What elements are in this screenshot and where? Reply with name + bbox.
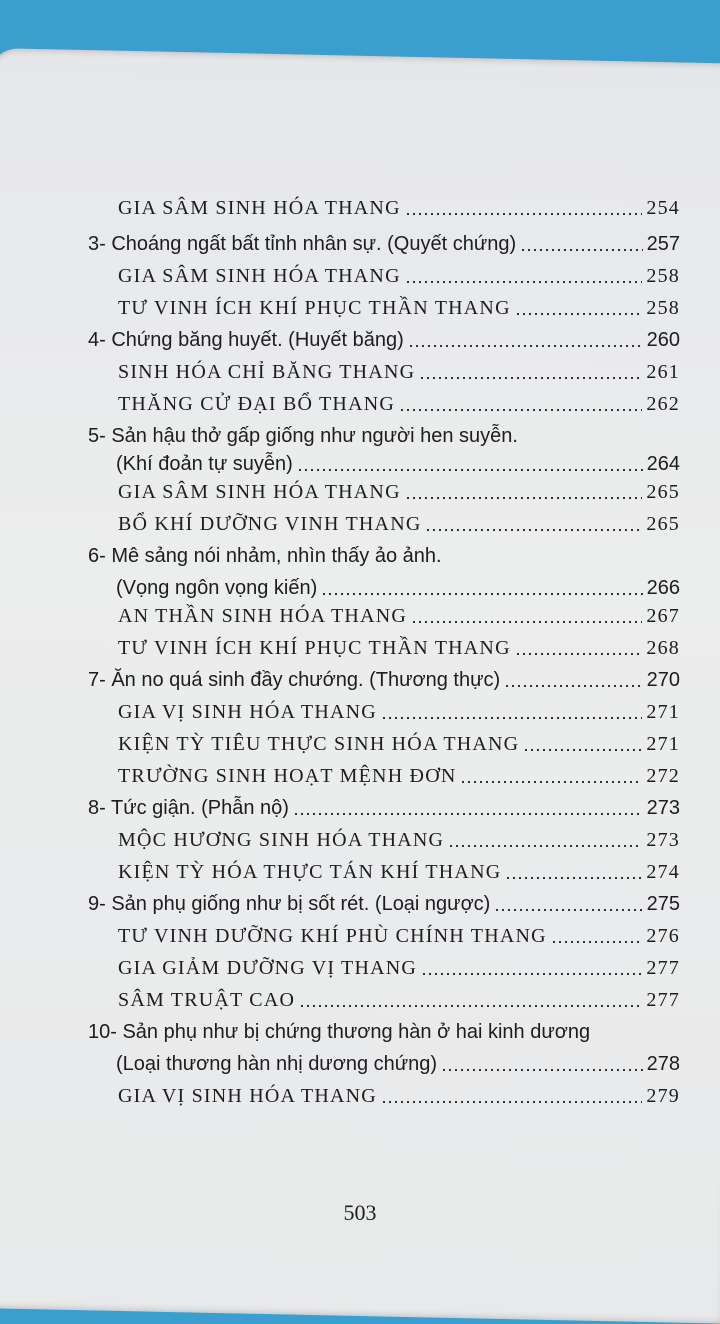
toc-entry (118, 824, 680, 856)
toc-entry-page: 279 (646, 1085, 680, 1107)
toc-entry-page: 265 (646, 513, 680, 535)
toc-entry-page: 271 (646, 701, 680, 723)
toc-entry (118, 600, 680, 632)
dot-leader (425, 528, 642, 532)
toc-entry-page: 266 (646, 577, 680, 599)
toc-entry-page: 267 (646, 605, 680, 627)
toc-entry-title: (Vọng ngôn vọng kiến) (116, 577, 318, 599)
toc-entry-title: 3- Choáng ngất bất tỉnh nhân sự. (Quyết chứng) (88, 233, 517, 255)
toc-entry-page: 274 (646, 861, 680, 883)
dot-leader (297, 468, 643, 472)
toc-entry-title: KIỆN TỲ TIÊU THỰC SINH HÓA THANG (118, 733, 520, 755)
toc-entry (88, 664, 680, 696)
toc-entry (118, 476, 680, 508)
toc-entry-title: TƯ VINH DƯỠNG KHÍ PHÙ CHÍNH THANG (118, 925, 547, 947)
toc-entry (118, 292, 680, 324)
dot-leader (520, 248, 642, 252)
toc-entry-title: 10- Sản phụ như bị chứng thương hàn ở hai kinh dương (88, 1021, 591, 1043)
toc-entry-title: GIA VỊ SINH HÓA THANG (118, 1085, 377, 1107)
toc-entry-page: 275 (646, 893, 680, 915)
toc-entry-page: 277 (646, 989, 680, 1011)
dot-leader (505, 876, 642, 880)
dot-leader (515, 312, 643, 316)
toc-entry-page: 260 (646, 329, 680, 351)
toc-entry-title: THĂNG CỬ ĐẠI BỔ THANG (118, 393, 396, 415)
toc-entry-title: 6- Mê sảng nói nhảm, nhìn thấy ảo ảnh. (88, 545, 442, 567)
toc-entry-page: 276 (646, 925, 680, 947)
toc-entry (118, 920, 680, 952)
toc-entry-title: GIA SÂM SINH HÓA THANG (118, 265, 401, 287)
toc-entry-title: AN THẦN SINH HÓA THANG (118, 605, 407, 627)
dot-leader (405, 496, 643, 500)
toc-entry-page: 273 (646, 797, 680, 819)
toc-entry-title: 5- Sản hậu thở gấp giống như người hen suyễn. (88, 425, 518, 447)
toc-entry (118, 1080, 680, 1112)
dot-leader (494, 908, 642, 912)
toc-entry (88, 540, 680, 572)
toc-entry (118, 856, 680, 888)
toc-entry-title: TƯ VINH ÍCH KHÍ PHỤC THẦN THANG (118, 297, 511, 319)
toc-entry-page: 264 (646, 453, 680, 475)
toc-entry-title: 8- Tức giận. (Phẫn nộ) (88, 797, 289, 819)
toc-entry-title: 7- Ăn no quá sinh đầy chướng. (Thương thực) (88, 669, 501, 691)
toc-entry (118, 952, 680, 984)
toc-entry-title: GIA SÂM SINH HÓA THANG (118, 197, 401, 219)
toc-entry-page: 261 (646, 361, 680, 383)
toc-entry-page: 272 (646, 765, 680, 787)
dot-leader (405, 212, 643, 216)
toc-entry (118, 388, 680, 420)
toc-entry-page: 273 (646, 829, 680, 851)
toc-entry-title: SÂM TRUẬT CAO (118, 989, 296, 1011)
toc-entry (118, 192, 680, 224)
toc-entry-page: 277 (646, 957, 680, 979)
dot-leader (419, 376, 642, 380)
dot-leader (381, 1100, 642, 1104)
toc-entry-page: 268 (646, 637, 680, 659)
toc-entry-title: 4- Chứng băng huyết. (Huyết băng) (88, 329, 404, 351)
toc-entry-title: (Khí đoản tự suyễn) (116, 453, 293, 475)
toc-entry-title: BỔ KHÍ DƯỠNG VINH THANG (118, 513, 422, 535)
dot-leader (405, 280, 643, 284)
toc-entry (88, 1016, 680, 1048)
toc-entry-page: 254 (646, 197, 680, 219)
toc-entry (118, 760, 680, 792)
toc-entry-title: MỘC HƯƠNG SINH HÓA THANG (118, 829, 445, 851)
toc-entry (88, 228, 680, 260)
toc-entry-page: 271 (646, 733, 680, 755)
toc-entry (118, 632, 680, 664)
toc-entry (118, 356, 680, 388)
page-number: 503 (343, 1200, 377, 1225)
toc-entry-title: GIA SÂM SINH HÓA THANG (118, 481, 401, 503)
toc-entry (118, 728, 680, 760)
dot-leader (411, 620, 642, 624)
dot-leader (399, 408, 642, 412)
dot-leader (321, 592, 642, 596)
dot-leader (448, 844, 642, 848)
toc-entry-title: SINH HÓA CHỈ BĂNG THANG (118, 361, 416, 383)
toc-entry-title: TRƯỜNG SINH HOẠT MỆNH ĐƠN (118, 765, 457, 787)
toc-entry-title: 9- Sản phụ giống như bị sốt rét. (Loại ngược) (88, 893, 491, 915)
toc-entry-title: KIỆN TỲ HÓA THỰC TÁN KHÍ THANG (118, 861, 502, 883)
toc-entry-title: GIA VỊ SINH HÓA THANG (118, 701, 377, 723)
toc-entry (118, 696, 680, 728)
dot-leader (504, 684, 642, 688)
dot-leader (421, 972, 642, 976)
dot-leader (515, 652, 643, 656)
dot-leader (293, 812, 643, 816)
toc-entry-page: 258 (646, 297, 680, 319)
toc-entry (88, 792, 680, 824)
toc-entry-page: 278 (646, 1053, 680, 1075)
dot-leader (381, 716, 642, 720)
toc-entry-title: GIA GIẢM DƯỠNG VỊ THANG (118, 957, 418, 979)
toc-entry-page: 258 (646, 265, 680, 287)
toc-entry (88, 888, 680, 920)
toc-entry (118, 984, 680, 1016)
toc-entry-title: TƯ VINH ÍCH KHÍ PHỤC THẦN THANG (118, 637, 511, 659)
toc-entry-page: 270 (646, 669, 680, 691)
dot-leader (523, 748, 642, 752)
toc-entry (118, 508, 680, 540)
dot-leader (299, 1004, 642, 1008)
dot-leader (551, 940, 643, 944)
toc-entry (118, 260, 680, 292)
dot-leader (408, 344, 643, 348)
toc-entry-page: 262 (646, 393, 680, 415)
toc-entry-page: 257 (646, 233, 680, 255)
dot-leader (460, 780, 642, 784)
dot-leader (441, 1068, 643, 1072)
toc-entry (88, 324, 680, 356)
toc-entry-page: 265 (646, 481, 680, 503)
toc-entry-title: (Loại thương hàn nhị dương chứng) (116, 1053, 438, 1075)
toc-entry (116, 1048, 680, 1080)
